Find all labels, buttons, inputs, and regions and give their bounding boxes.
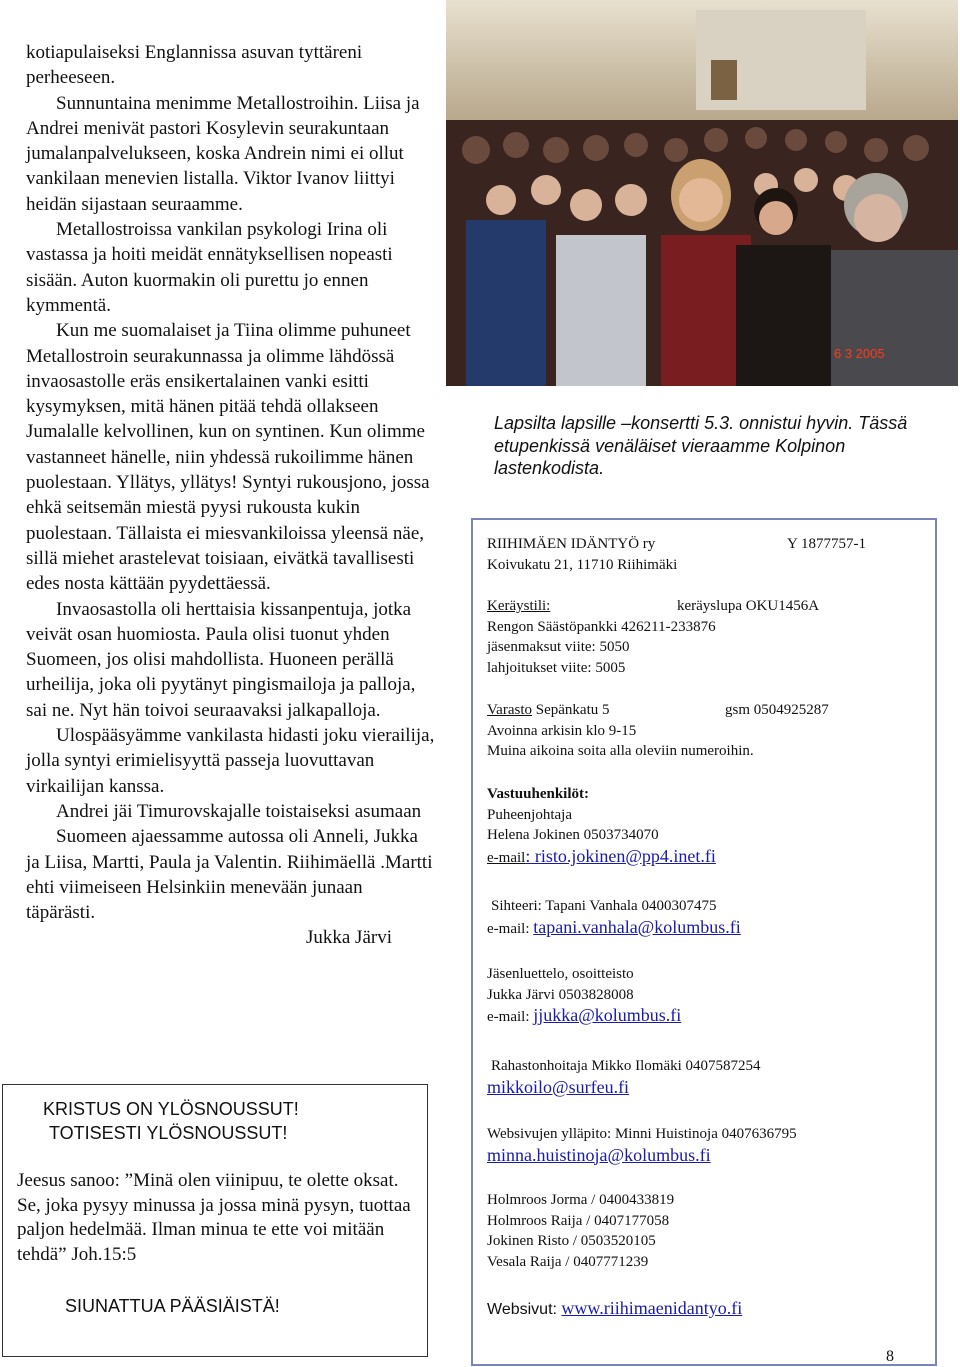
article-paragraph: Suomeen ajaessamme autossa oli Anneli, Jukka ja Liisa, Martti, Paula ja Valentin. Riihimäellä .Martti ehti viimeiseen Helsinkiin menevään junaan täpärästi. xyxy=(26,826,433,924)
article-paragraph: Kun me suomalaiset ja Tiina olimme puhuneet Metallostroin seurakunnassa ja olimme lähdössä invaosastolle eräs ensikertalainen vanki esitti kysymyksen, mitä hänen pitää tehdä ollakseen Jumalalle kelvollinen, kun on syntinen. Kun olimme vastanneet hänelle, niin yhdessä rukoilimme hänen puolestaan. Yllätys, yllätys! Syntyi rukousjono, jossa ehkä seitsemän miestä pyysi rukousta kukin puolestaan. Tällaista ei miesvankiloissa yleensä näe, sillä miehet arastelevat toisiaan, eivätkä tavallisesti edes nosta kättään pyydettäessä. xyxy=(26,320,430,595)
account-info xyxy=(487,596,927,678)
photo-date-stamp: 6 3 2005 xyxy=(834,346,885,361)
easter-title xyxy=(43,1097,299,1145)
treasurer-email-link[interactable]: mikkoilo@surfeu.fi xyxy=(487,1076,630,1097)
article-paragraph: Ulospääsyämme vankilasta hidasti joku vierailija, jolla syntyi erimielisyyttä passeja luovuttavan virkailijan kanssa. xyxy=(26,725,435,797)
treasurer-info xyxy=(487,1056,927,1099)
website-label: Websivut: xyxy=(487,1301,562,1318)
contact-item: Vesala Raija / 0407771239 xyxy=(487,1253,649,1270)
bible-verse: Jeesus sanoo: ”Minä olen viinipuu, te olette oksat. Se, joka pysyy minussa ja jossa minä pysyn, tuottaa paljon hedelmää. Ilman minua te ette voi mitään tehdä” Joh.15:5 xyxy=(17,1170,411,1265)
registry-email-link[interactable]: jjukka@kolumbus.fi xyxy=(533,1005,682,1026)
responsible-heading: Vastuuhenkilöt: xyxy=(487,786,589,802)
storage-address: Sepänkatu 5 xyxy=(532,702,610,718)
chair-title: Puheenjohtaja xyxy=(487,806,572,823)
secretary-email-link[interactable]: tapani.vanhala@kolumbus.fi xyxy=(533,916,741,937)
registry-person: Jukka Järvi 0503828008 xyxy=(487,986,634,1003)
web-maintainer: Websivujen ylläpito: Minni Huistinoja 0407636795 xyxy=(487,1126,797,1142)
web-maintainer-info xyxy=(487,1124,927,1167)
other-times-note: Muina aikoina soita alla oleviin numeroihin. xyxy=(487,743,754,760)
contact-item: Jokinen Risto / 0503520105 xyxy=(487,1233,656,1250)
concert-photo xyxy=(446,0,958,386)
contacts-list xyxy=(487,1190,927,1272)
article-paragraph: Metallostroissa vankilan psykologi Irina oli vastassa ja hoiti meidät ennätyksellisen nopeasti sisään. Auton kuormakin oli purettu jo ennen kymmentä. xyxy=(26,219,393,316)
storage-phone: gsm 0504925287 xyxy=(725,702,829,718)
org-id: Y 1877757-1 xyxy=(787,536,867,552)
organization-info-box xyxy=(471,518,937,1366)
chair-person: Helena Jokinen 0503734070 xyxy=(487,827,659,844)
opening-hours: Avoinna arkisin klo 9-15 xyxy=(487,722,637,739)
bank-account: Rengon Säästöpankki 426211-233876 xyxy=(487,618,716,635)
article-paragraph: Andrei jäi Timurovskajalle toistaiseksi asumaan xyxy=(56,800,422,822)
storage-info xyxy=(487,700,927,762)
registry-email-prefix: e-mail: xyxy=(487,1009,534,1026)
contact-item: Holmroos Jorma / 0400433819 xyxy=(487,1192,675,1208)
easter-greeting-box xyxy=(2,1084,428,1357)
fundraising-permit: keräyslupa OKU1456A xyxy=(677,598,820,614)
website-info xyxy=(487,1298,927,1321)
secretary-email-prefix: e-mail: xyxy=(487,920,534,937)
article-column xyxy=(26,40,436,951)
page-number: 8 xyxy=(886,1348,894,1365)
responsible-persons xyxy=(487,784,927,868)
photo-caption: Lapsilta lapsille –konsertti 5.3. onnistui hyvin. Tässä etupenkissä venäläiset vieraamme Kolpinon lastenkodista. xyxy=(494,413,908,478)
article-paragraph: Invaosastolla oli herttaisia kissanpentuja, jotka veivät osan huomiosta. Paula olisi tuonut yhden Suomeen, jos olisi mahdollista. Huoneen perällä urheilija, joka oli pyytänyt pingismailoja ja palloja, sai ne. Nyt hän toivoi seuraavaksi jalkapalloja. xyxy=(26,598,416,721)
org-name: RIIHIMÄEN IDÄNTYÖ ry xyxy=(487,536,656,552)
registry-title: Jäsenluettelo, osoitteisto xyxy=(487,966,634,982)
article-paragraph: Sunnuntaina menimme Metallostroihin. Liisa ja Andrei menivät pastori Kosylevin seurakuntaan jumalanpalvelukseen, koska Andrein nimi ei ollut vankilaan menevien listalla. Viktor Ivanov liittyi heidän sijastaan seuraamme. xyxy=(26,92,420,215)
concert-photo-image xyxy=(446,0,958,386)
article-signature: Jukka Järvi xyxy=(305,927,392,949)
account-label: Keräystili: xyxy=(487,598,551,614)
chair-email-prefix: e-mail xyxy=(487,849,526,866)
donation-reference: lahjoitukset viite: 5005 xyxy=(487,659,626,676)
easter-title-line-1: KRISTUS ON YLÖSNOUSSUT! xyxy=(43,1099,299,1119)
easter-title-line-2: TOTISESTI YLÖSNOUSSUT! xyxy=(49,1123,288,1143)
storage-label: Varasto xyxy=(487,702,532,718)
web-maintainer-email-link[interactable]: minna.huistinoja@kolumbus.fi xyxy=(487,1144,711,1165)
secretary-info xyxy=(487,896,927,939)
article-paragraph: kotiapulaiseksi Englannissa asuvan tyttäreni perheeseen. xyxy=(26,42,363,89)
secretary: Sihteeri: Tapani Vanhala 0400307475 xyxy=(491,898,717,914)
chair-email-link[interactable]: : risto.jokinen@pp4.inet.fi xyxy=(525,845,716,866)
website-link[interactable]: www.riihimaenidantyo.fi xyxy=(561,1298,743,1318)
easter-wish: SIUNATTUA PÄÄSIÄISTÄ! xyxy=(65,1296,280,1316)
registry-info xyxy=(487,964,927,1028)
treasurer: Rahastonhoitaja Mikko Ilomäki 0407587254 xyxy=(491,1058,761,1074)
contact-item: Holmroos Raija / 0407177058 xyxy=(487,1212,670,1229)
org-header xyxy=(487,534,927,575)
org-address: Koivukatu 21, 11710 Riihimäki xyxy=(487,556,678,573)
membership-reference: jäsenmaksut viite: 5050 xyxy=(487,639,630,656)
